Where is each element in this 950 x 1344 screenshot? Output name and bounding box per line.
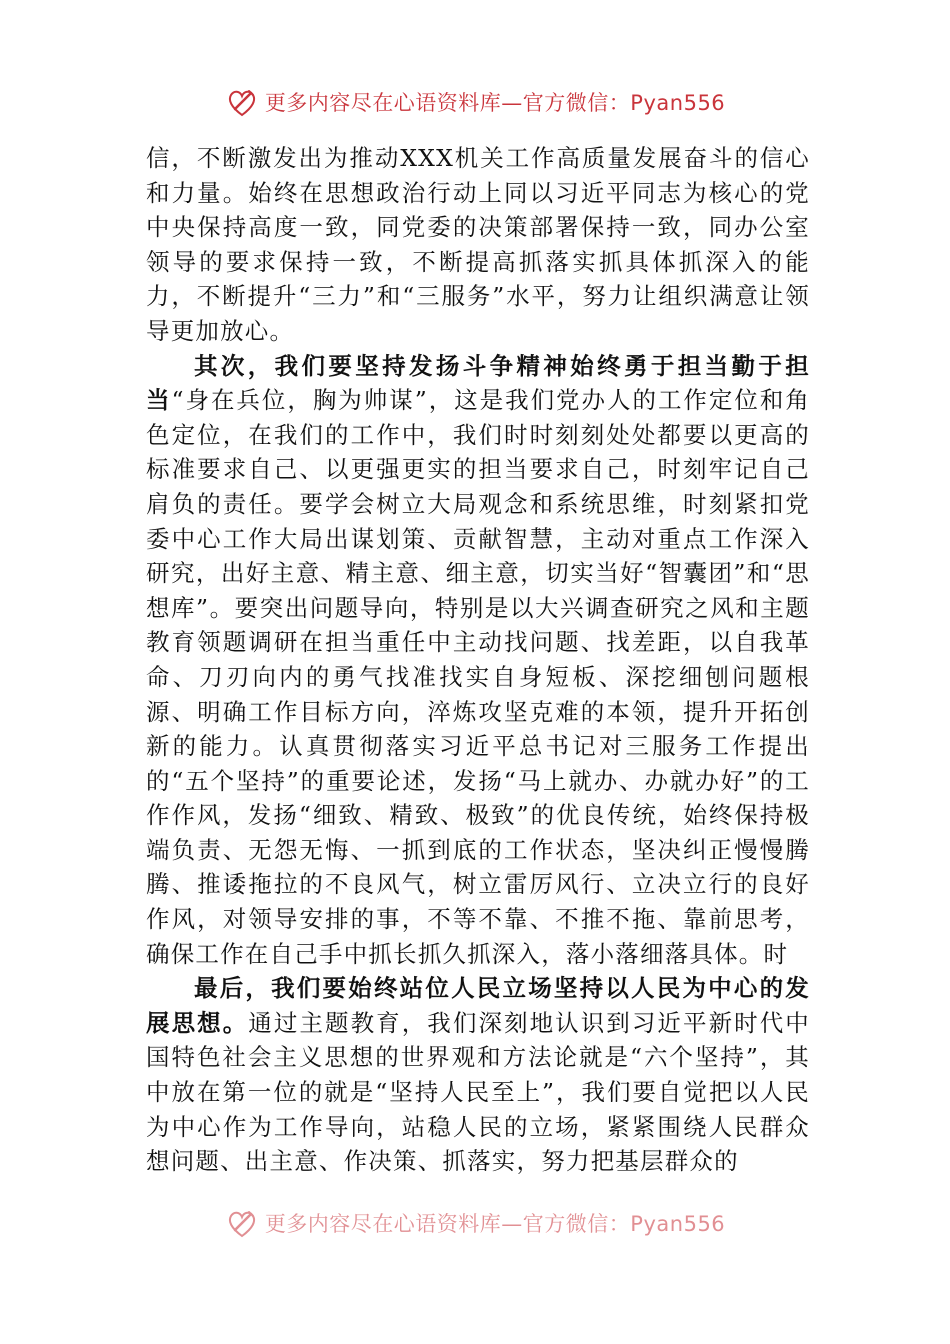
paragraph-second [146,349,810,972]
paragraph-continued [146,141,810,349]
paragraph-lead-heading: 最后，我们要始终站位人民立场坚持以人民为中心的发展思想。 [146,974,810,1037]
paragraph-text: 通过主题教育，我们深刻地认识到习近平新时代中国特色社会主义思想的世界观和方法论就是“六个坚持”，其中放在第一位的就是“坚持人民至上”，我们要自觉把以人民为中心作为工作导向，站稳人民的立场，紧紧围绕人民群众想问题、出主意、作决策、抓落实，努力把基层群众的 [146,1008,810,1176]
document-body [146,141,810,1179]
header-watermark [0,82,950,122]
footer-watermark [0,1203,950,1243]
paragraph-text: 信，不断激发出为推动XXX机关工作高质量发展奋斗的信心和力量。始终在思想政治行动上同以习近平同志为核心的党中央保持高度一致，同党委的决策部署保持一致，同办公室领导的要求保持一致，不断提高抓落实抓具体抓深入的能力，不断提升“三力”和“三服务”水平，努力让组织满意让领导更加放心。 [146,144,810,345]
watermark-text: 更多内容尽在心语资料库—官方微信：Pyan556 [264,1212,726,1236]
watermark-text: 更多内容尽在心语资料库—官方微信：Pyan556 [264,91,726,115]
paragraph-third [146,971,810,1179]
paragraph-text: “身在兵位，胸为帅谋”，这是我们党办人的工作定位和角色定位，在我们的工作中，我们时时刻刻处处都要以更高的标准要求自己、以更强更实的担当要求自己，时刻牢记自己肩负的责任。要学会树立大局观念和系统思维，时刻紧扣党委中心工作大局出谋划策、贡献智慧，主动对重点工作深入研究，出好主意、精主意、细主意，切实当好“智囊团”和“思想库”。要突出问题导向，特别是以大兴调查研究之风和主题教育领题调研在担当重任中主动找问题、找差距，以自我革命、刀刃向内的勇气找准找实自身短板、深挖细刨问题根源、明确工作目标方向，淬炼攻坚克难的本领，提升开拓创新的能力。认真贯彻落实习近平总书记对三服务工作提出的“五个坚持”的重要论述，发扬“马上就办、办就办好”的工作作风，发扬“细致、精致、极致”的优良传统，始终保持极端负责、无怨无悔、一抓到底的工作状态，坚决纠正慢慢腾腾、推诿拖拉的不良风气，树立雷厉风行、立决立行的良好作风，对领导安排的事，不等不靠、不推不拖、靠前思考，确保工作在自己手中抓长抓久抓深入，落小落细落具体。时 [146,386,811,968]
paragraph-lead-heading: 其次，我们要坚持发扬斗争精神始终勇于担当勤于担当 [146,351,810,415]
heart-pen-logo-icon [225,1206,259,1240]
heart-pen-logo-icon [225,85,259,119]
